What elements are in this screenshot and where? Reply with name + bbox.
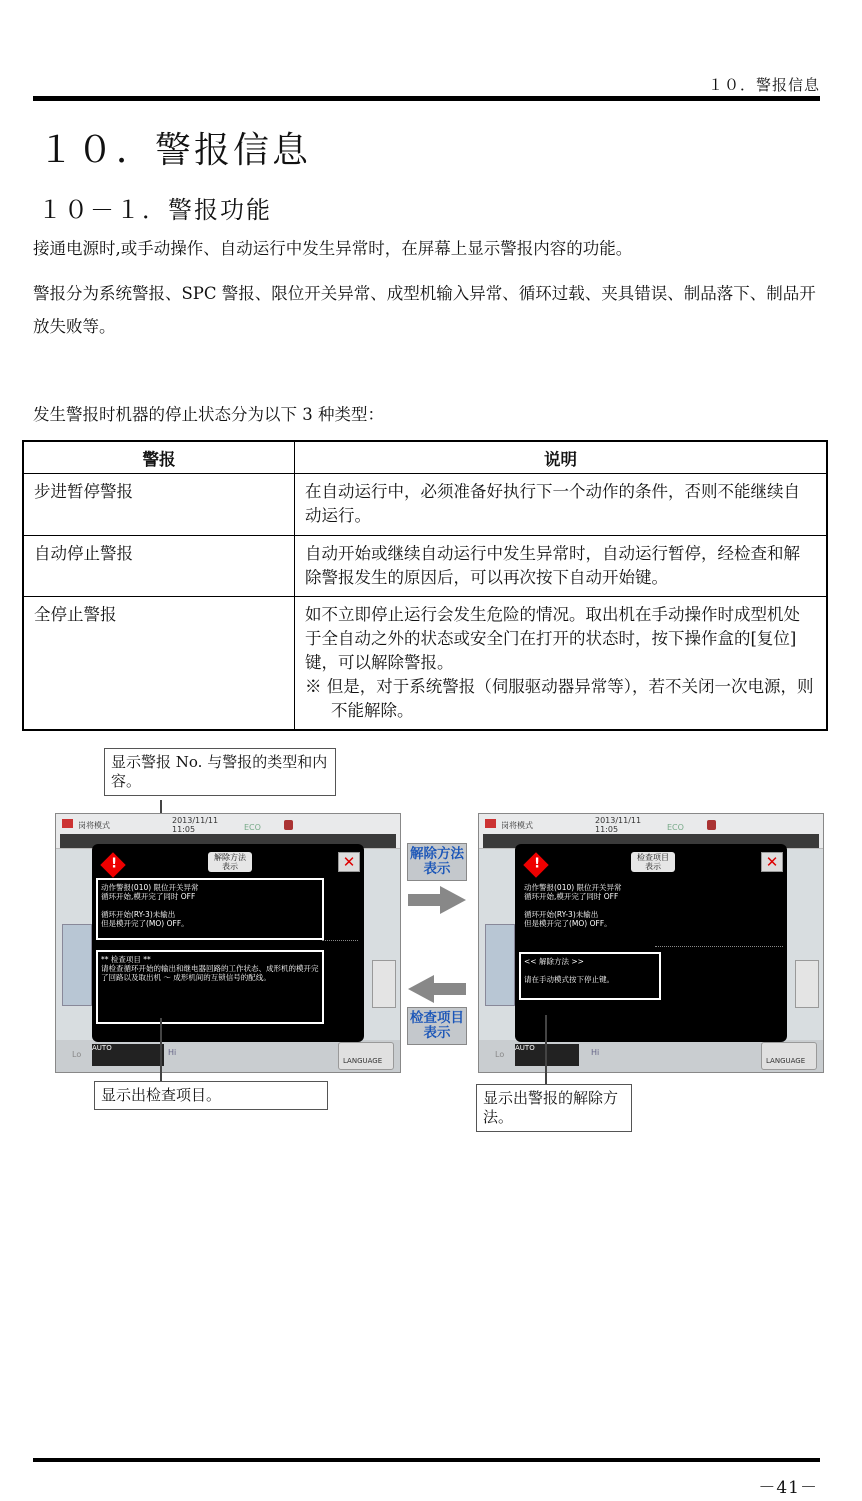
lo-label: Lo [72,1050,82,1059]
eco-label: ECO [667,823,684,832]
cycle-panel [485,924,515,1006]
screen-left [55,813,401,1073]
paragraph-3: 发生警报时机器的停止状态分为以下 3 种类型： [33,405,384,424]
alarm-name: 自动停止警报 [23,536,295,597]
screen-bottombar [56,1040,400,1072]
screen-right [478,813,824,1073]
datetime: 2013/11/11 11:05 [172,816,219,834]
alarm-popup [515,844,787,1042]
warning-icon: ! [523,852,548,877]
table-row [23,536,827,597]
lock-icon [284,820,293,830]
table-header-desc: 说明 [295,441,828,474]
table-header-alarm: 警报 [23,441,295,474]
alarm-desc: 自动开始或继续自动运行中发生异常时，自动运行暂停，经检查和解除警报发生的原因后，可以再次按下自动开始键。 [295,536,828,597]
table-header-row [23,441,827,474]
callout-alarm-info: 显示警报 No. 与警报的类型和内容。 [104,748,336,796]
hi-label: Hi [591,1048,600,1057]
callout-check-items: 显示出检查项目。 [94,1081,328,1110]
auto-indicator [515,1044,579,1066]
language-button[interactable] [761,1042,817,1070]
callout-leader [160,1018,162,1082]
lo-label: Lo [495,1050,505,1059]
solution-display-button[interactable]: 解除方法 表示 [208,852,252,872]
mode-label: 岗将模式 [78,821,110,830]
mode-label: 岗将模式 [501,821,533,830]
footer-rule [33,1458,820,1462]
callout-leader [545,1015,547,1085]
auto-label: AUTO [92,1044,112,1052]
table-row [23,474,827,536]
datetime: 2013/11/11 11:05 [595,816,642,834]
section-title: １０－１．警报功能 [38,196,272,224]
hi-label: Hi [168,1048,177,1057]
header-rule [33,96,820,101]
alarm-type-table [22,440,828,731]
page-number: －41－ [758,1478,818,1498]
check-items-display-label: 检查项目 表示 [407,1007,467,1045]
language-button[interactable] [338,1042,394,1070]
language-label: LANGUAGE [766,1057,806,1065]
solution-display-label: 解除方法 表示 [407,843,467,881]
chapter-title: １０．警报信息 [38,130,312,171]
close-icon[interactable]: ✕ [761,852,783,872]
alarm-popup [92,844,364,1042]
alarm-desc [295,597,828,731]
alarm-name: 全停止警报 [23,597,295,731]
alarm-desc-text: 如不立即停止运行会发生危险的情况。取出机在手动操作时成型机处于全自动之外的状态或安全门在打开的状态时，按下操作盒的[复位]键，可以解除警报。 [305,605,800,672]
alarm-name: 步进暂停警报 [23,474,295,536]
check-items-display-button[interactable]: 检查项目 表示 [631,852,675,872]
divider [655,946,783,947]
solution-box: << 解除方法 >> 请在手动模式按下停止键。 [519,952,661,1000]
close-icon[interactable]: ✕ [338,852,360,872]
running-header: １０．警报信息 [707,76,820,94]
table-row [23,597,827,731]
eco-label: ECO [244,823,261,832]
cycle-panel [62,924,92,1006]
paragraph-1: 接通电源时,或手动操作、自动运行中发生异常时，在屏幕上显示警报内容的功能。 [33,239,633,258]
auto-label: AUTO [515,1044,535,1052]
screen-bottombar [479,1040,823,1072]
paragraph-2: 警报分为系统警报、SPC 警报、限位开关异常、成型机输入异常、循环过载、夹具错误、制品落下、制品开放失败等。 [33,284,816,336]
mode-icon [485,819,496,828]
alarm-desc: 在自动运行中，必须准备好执行下一个动作的条件，否则不能继续自动运行。 [295,474,828,536]
divider [322,940,358,941]
language-label: LANGUAGE [343,1057,383,1065]
callout-solution: 显示出警报的解除方法。 [476,1084,632,1132]
lock-icon [707,820,716,830]
auto-indicator [92,1044,164,1066]
alarm-desc-note: ※ 但是，对于系统警报（伺服驱动器异常等），若不关闭一次电源，则不能解除。 [305,677,814,720]
alarm-content-box: 动作警报(010) 限位开关异常 循环开始,模开完了同时 OFF 循环开始(RY-3)未输出 但是模开完了(MO) OFF。 [524,883,622,928]
warning-icon: ! [100,852,125,877]
alarm-content-box: 动作警报(010) 限位开关异常 循环开始,模开完了同时 OFF 循环开始(RY-3)未输出 但是模开完了(MO) OFF。 [96,878,324,940]
side-button[interactable] [372,960,396,1008]
side-button[interactable] [795,960,819,1008]
mode-icon [62,819,73,828]
check-items-box: ** 检查项目 ** 请检查循环开始的输出和继电器回路的工作状态、成形机的模开完了回路以及取出机 ～ 成形机间的互锁信号的配线。 [96,950,324,1024]
